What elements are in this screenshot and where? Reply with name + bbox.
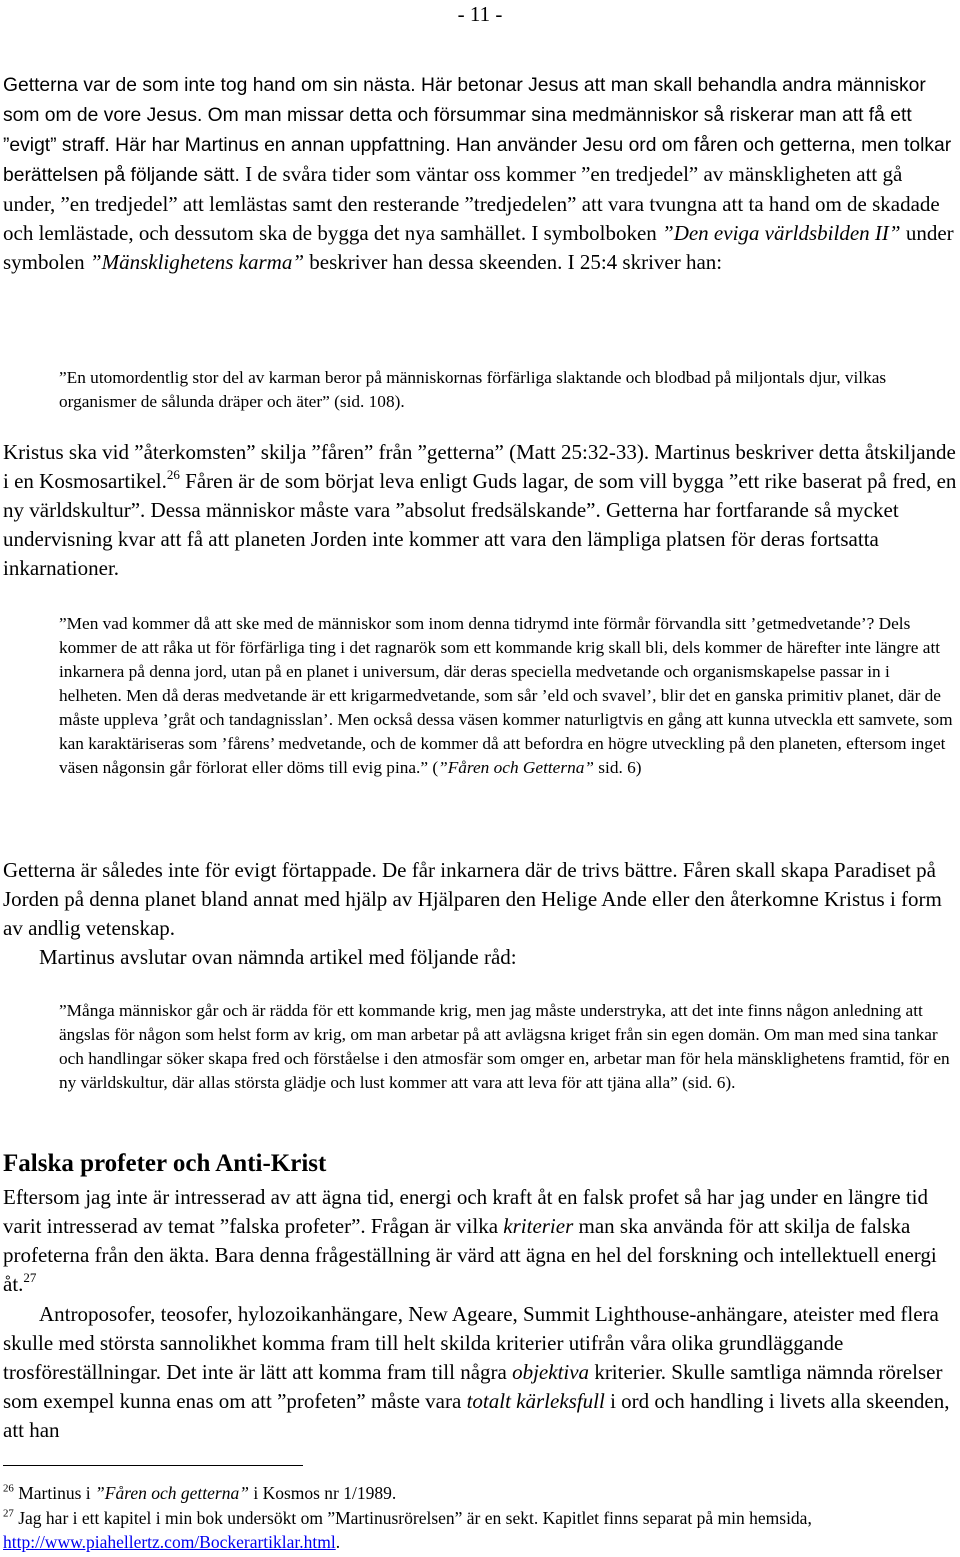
paragraph-text: Fåren är de som börjat leva enligt Guds lagar, de som vill bygga ”ett rike baserat på fred, en ny världskultur”. Dessa människor måste vara ”absolut fredsälskande”. Getterna har fortfarande så mycket undervisning kvar att få att planeten Jorden inte kommer att vara den lämpliga platsen för deras fortsatta inkarnationer.: [3, 469, 957, 580]
block-quote-war: ”Många människor går och är rädda för ett kommande krig, men jag måste understryka, att det inte finns någon anledning att ängslas för någon som helst form av krig, om man arbetar på att avlägsna kriget från sin egen domän. Om man med sina tankar och handlingar söker skapa fred och förståelse i den atmosfär som omger en, arbetar man för hela mänsklighetens framtid, för en ny världskultur, där allas största glädje och lust kommer att vara att leva för att tjäna alla” (sid. 6).: [59, 1001, 950, 1092]
page-number: - 11 -: [457, 2, 503, 26]
paragraph-movements: [3, 1300, 958, 1445]
footnote-text: Jag har i ett kapitel i min bok undersökt om ”Martinusrörelsen” är en sekt. Kapitlet finns separat på min hemsida,: [13, 1508, 812, 1528]
footnote-27: [3, 1506, 958, 1554]
paragraph-text: Antroposofer, teosofer, hylozoikanhängare, New Ageare, Summit Lighthouse-anhängare, ateister med flera skulle med största sannolikhet komma fram till helt skilda kriterier utifrån våra olika grundläggande trosföreställningar. Det inte är lätt att komma fram till några: [3, 1302, 939, 1384]
paragraph-text: under symbolen: [3, 221, 954, 274]
footnote-ref-27: 27: [23, 1269, 37, 1285]
emphasis-text: totalt kärleksfull: [466, 1389, 605, 1413]
block-quote-karma: ”En utomordentlig stor del av karman beror på människornas förfärliga slaktande och blodbad på miljontals djur, vilkas organismer de sålunda dräper och äter” (sid. 108).: [59, 368, 887, 411]
footnote-text: .: [335, 1532, 341, 1552]
symbol-title: ”Mänsklighetens karma”: [89, 250, 304, 274]
paragraph-text: kriterier. Skulle samtliga nämnda rörelser som exempel kunna enas om att ”profeten” måste vara: [3, 1360, 943, 1413]
footnote-title: ”Fåren och getterna”: [95, 1483, 249, 1503]
block-quote-getmedvetande: [59, 612, 955, 780]
paragraph-sans-text: Getterna var de som inte tog hand om sin nästa. Här betonar Jesus att man skall behandla andra människor som om de vore Jesus. Om man missar detta och försummar sina medmänniskor så riskerar man att få ett ”evigt” straff. Här har Martinus en annan uppfattning. Han använder Jesu ord om fåren och getterna, men tolkar berättelsen på följande sätt.: [3, 75, 952, 186]
paragraph-text: beskriver han dessa skeenden. I 25:4 skriver han:: [304, 250, 723, 274]
paragraph-text: I de svåra tider som väntar oss kommer ”en tredjedel” av mänskligheten att gå under, ”en tredjedel” att lemlästas samt den resterande ”tredjedelen” att vara tvungna att ta hand om de skadade och lemlästade, och dessutom ska de bygga det nya samhället. I symbolboken: [3, 162, 940, 245]
paragraph-getterna-intro: [3, 70, 958, 277]
footnote-number: 27: [3, 1507, 14, 1520]
paragraph-kristus: [3, 438, 958, 583]
book-title: ”Den eviga världsbilden II”: [662, 221, 901, 245]
emphasis-text: objektiva: [512, 1360, 590, 1384]
footnote-number: 26: [3, 1482, 14, 1495]
paragraph-text: i ord och handling i livets alla skeenden, att han: [3, 1389, 950, 1442]
quote-text: ”Men vad kommer då att ske med de människor som inom denna tidrymd inte förmår förvandla sitt ’getmedvetande’? Dels kommer de att råka ut för förfärliga ting i det ragnarök som ett kommande krig skall bli, dels kommer de härefter inte längre att inkarnera på denna jord, utan på en planet i universum, där deras speciella medvetande och organismskapelse passar in i helheten. Men då deras medvetande är ett krigarmedvetande, som sår ’eld och svavel’, blir det en ganska primitiv planet, där de måste uppleva ’gråt och tandagnisslan’. Men också dessa väsen kommer naturligtvis en gång att kunna utveckla ett samvete, som kan karaktäriseras som ’fårens’ medvetande, och de kommer då att befordra en högre utveckling på den planeten, eftersom inget väsen någonsin går förlorat eller döms till evig pina.” (: [59, 614, 953, 777]
paragraph-false-prophets: [3, 1183, 958, 1299]
paragraph-text: Kristus ska vid ”återkomsten” skilja ”fåren” från ”getterna” (Matt 25:32-33). Martinus beskriver detta åtskiljande i en Kosmosartikel.: [3, 440, 956, 493]
quote-text: sid. 6): [593, 758, 642, 777]
paragraph-forever: Getterna är således inte för evigt förtappade. De får inkarnera där de trivs bättre. Fåren skall skapa Paradiset på Jorden på denna planet bland annat med hjälp av Hjälparen den Helige Ande eller den återkomne Kristus i form av andlig vetenskap.: [3, 858, 942, 940]
article-title: ”Fåren och Getterna”: [438, 758, 594, 777]
footnote-separator: [3, 1465, 303, 1466]
footnote-text: Martinus i: [13, 1483, 96, 1503]
footnote-ref-26: 26: [166, 466, 180, 482]
footnote-text: i Kosmos nr 1/1989.: [248, 1483, 397, 1503]
emphasis-text: kriterier: [503, 1214, 574, 1238]
paragraph-text: Eftersom jag inte är intresserad av att ägna tid, energi och kraft åt en falsk profet så har jag under en längre tid varit intresserad av temat ”falska profeter”. Frågan är vilka: [3, 1185, 928, 1238]
paragraph-advice-intro: Martinus avslutar ovan nämnda artikel med följande råd:: [39, 945, 517, 969]
homepage-link[interactable]: http://www.piahellertz.com/Bockerartiklar.html: [3, 1532, 336, 1552]
section-heading: Falska profeter och Anti-Krist: [3, 1150, 327, 1177]
footnote-26: [3, 1481, 958, 1505]
paragraph-text: man ska använda för att skilja de falska profeterna från den äkta. Bara denna frågeställning är värd att ägna en hel del forskning och intellektuell energi åt.: [3, 1214, 937, 1296]
